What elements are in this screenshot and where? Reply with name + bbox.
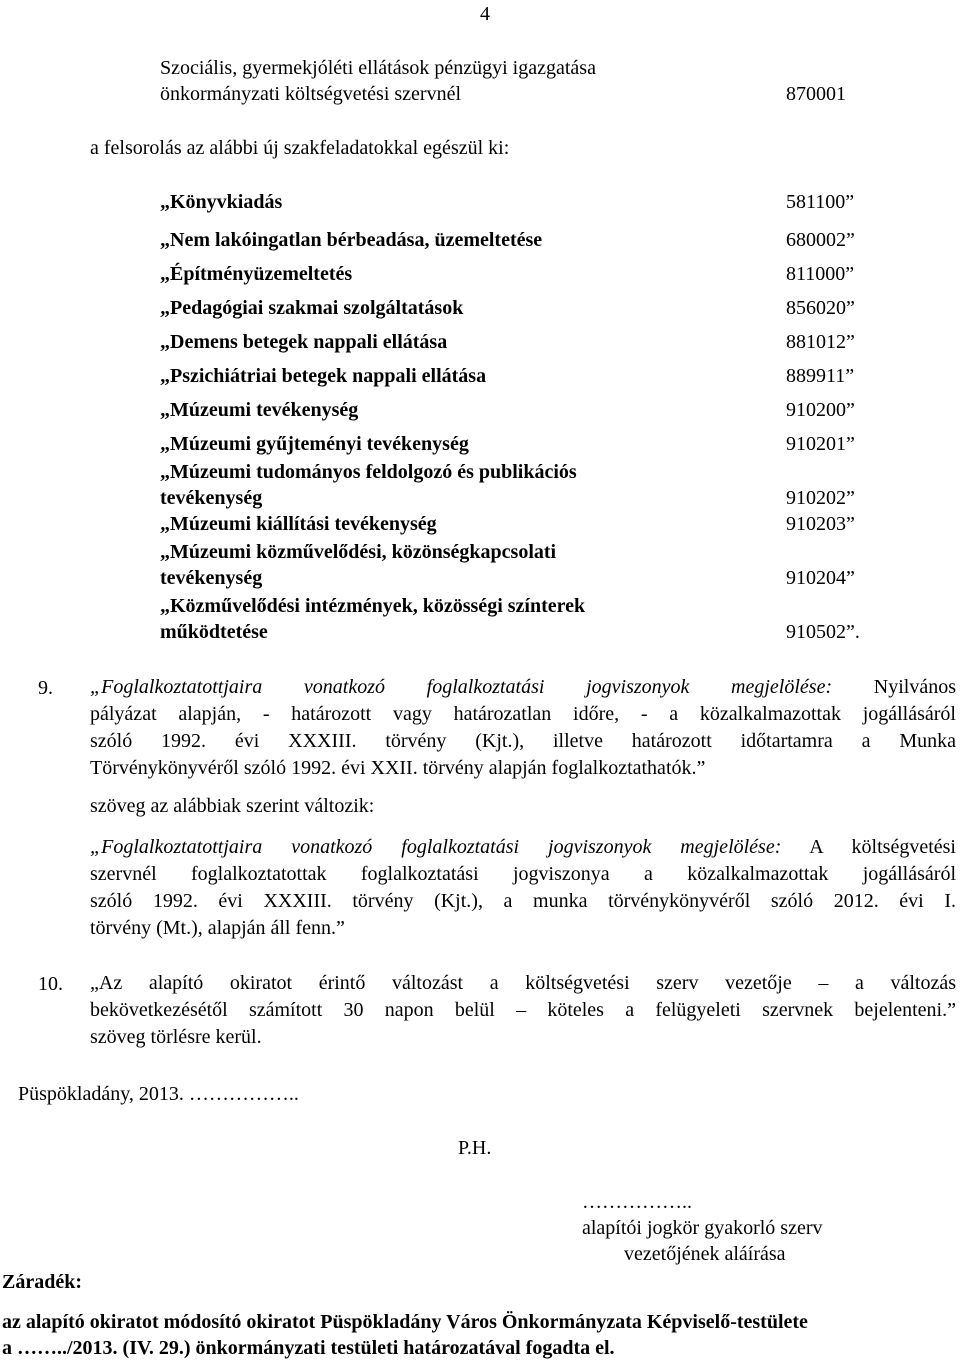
list-item-code: 910202”: [786, 487, 855, 509]
signature-line-1: alapítói jogkör gyakorló szerv: [582, 1217, 823, 1239]
list-item-name-cont: tevékenység: [160, 567, 263, 589]
page-number: 4: [480, 3, 490, 25]
stamp-placeholder: P.H.: [458, 1137, 492, 1159]
clause-label: Záradék:: [2, 1271, 82, 1293]
intro-text: a felsorolás az alábbi új szakfeladatokkal egészül ki:: [90, 137, 510, 159]
section-9-old-text: [90, 674, 956, 782]
list-item-name: „Pedagógiai szakmai szolgáltatások: [160, 297, 464, 319]
place-date: Püspökladány, 2013. ……………..: [18, 1083, 299, 1105]
list-item-code: 881012”: [786, 331, 855, 353]
section-9-number: 9.: [38, 677, 53, 699]
text-line: szervnél foglalkoztatottak foglalkoztatási jogviszonya a közalkalmazottak jogállásáról: [90, 863, 956, 885]
list-item-name: „Múzeumi tudományos feldolgozó és publikációs: [160, 461, 577, 483]
list-item-code: 910200”: [786, 399, 855, 421]
list-item-name: „Múzeumi közművelődési, közönségkapcsolati: [160, 541, 557, 563]
list-item-name: „Múzeumi kiállítási tevékenység: [160, 513, 437, 535]
list-item-code: 856020”: [786, 297, 855, 319]
text-line: Törvénykönyvéről szóló 1992. évi XXII. törvény alapján foglalkoztathatók.”: [90, 757, 706, 779]
header-line-1: Szociális, gyermekjóléti ellátások pénzügyi igazgatása: [160, 57, 596, 79]
signature-dots: ……………..: [582, 1191, 692, 1213]
text-line: törvény (Mt.), alapján áll fenn.”: [90, 917, 345, 939]
list-item-name: „Nem lakóingatlan bérbeadása, üzemeltetése: [160, 229, 543, 251]
text-line: „Foglalkoztatottjaira vonatkozó foglalkoztatási jogviszonyok megjelölése: A költségvetési: [90, 836, 956, 858]
text-line: szóló 1992. évi XXXIII. törvény (Kjt.), illetve határozott időtartamra a Munka: [90, 730, 956, 752]
text-line: bekövetkezésétől számított 30 napon belül – köteles a felügyeleti szervnek bejelenteni.”: [90, 999, 956, 1021]
list-item-code: 910204”: [786, 567, 855, 589]
list-item-code: 910203”: [786, 513, 855, 535]
signature-line-2: vezetőjének aláírása: [624, 1243, 786, 1265]
list-item-name: „Közművelődési intézmények, közösségi színterek: [160, 595, 586, 617]
list-item-code: 910502”.: [786, 621, 860, 643]
clause-line-1: az alapító okiratot módosító okiratot Püspökladány Város Önkormányzata Képviselő-testülete: [2, 1311, 808, 1333]
text-line: „Foglalkoztatottjaira vonatkozó foglalkoztatási jogviszonyok megjelölése: Nyilvános: [90, 676, 956, 698]
list-item-code: 811000”: [786, 263, 855, 285]
list-item-name: „Múzeumi tevékenység: [160, 399, 359, 421]
text-line: szóló 1992. évi XXXIII. törvény (Kjt.), a munka törvénykönyvéről szóló 2012. évi I.: [90, 890, 956, 912]
list-item-name: „Könyvkiadás: [160, 191, 283, 213]
section-9-new-text: [90, 834, 956, 942]
list-item-name-cont: tevékenység: [160, 487, 263, 509]
list-item-name: „Pszichiátriai betegek nappali ellátása: [160, 365, 487, 387]
header-line-2: önkormányzati költségvetési szervnél: [160, 83, 462, 105]
section-10-text: [90, 970, 956, 1051]
header-code: 870001: [786, 83, 846, 105]
list-item-name-cont: működtetése: [160, 621, 268, 643]
list-item-code: 581100”: [786, 191, 855, 213]
section-10-number: 10.: [38, 973, 63, 995]
text-line: szöveg törlésre kerül.: [90, 1026, 262, 1048]
list-item-code: 889911”: [786, 365, 855, 387]
text-line: „Az alapító okiratot érintő változást a költségvetési szerv vezetője – a változás: [90, 972, 956, 994]
list-item-name: „Építményüzemeltetés: [160, 263, 353, 285]
list-item-code: 910201”: [786, 433, 855, 455]
list-item-name: „Demens betegek nappali ellátása: [160, 331, 448, 353]
change-text: szöveg az alábbiak szerint változik:: [90, 795, 375, 817]
list-item-name: „Múzeumi gyűjteményi tevékenység: [160, 433, 469, 455]
list-item-code: 680002”: [786, 229, 855, 251]
text-line: pályázat alapján, - határozott vagy határozatlan időre, - a közalkalmazottak jogállásáról: [90, 703, 956, 725]
clause-line-2: a ……../2013. (IV. 29.) önkormányzati testületi határozatával fogadta el.: [2, 1337, 615, 1359]
